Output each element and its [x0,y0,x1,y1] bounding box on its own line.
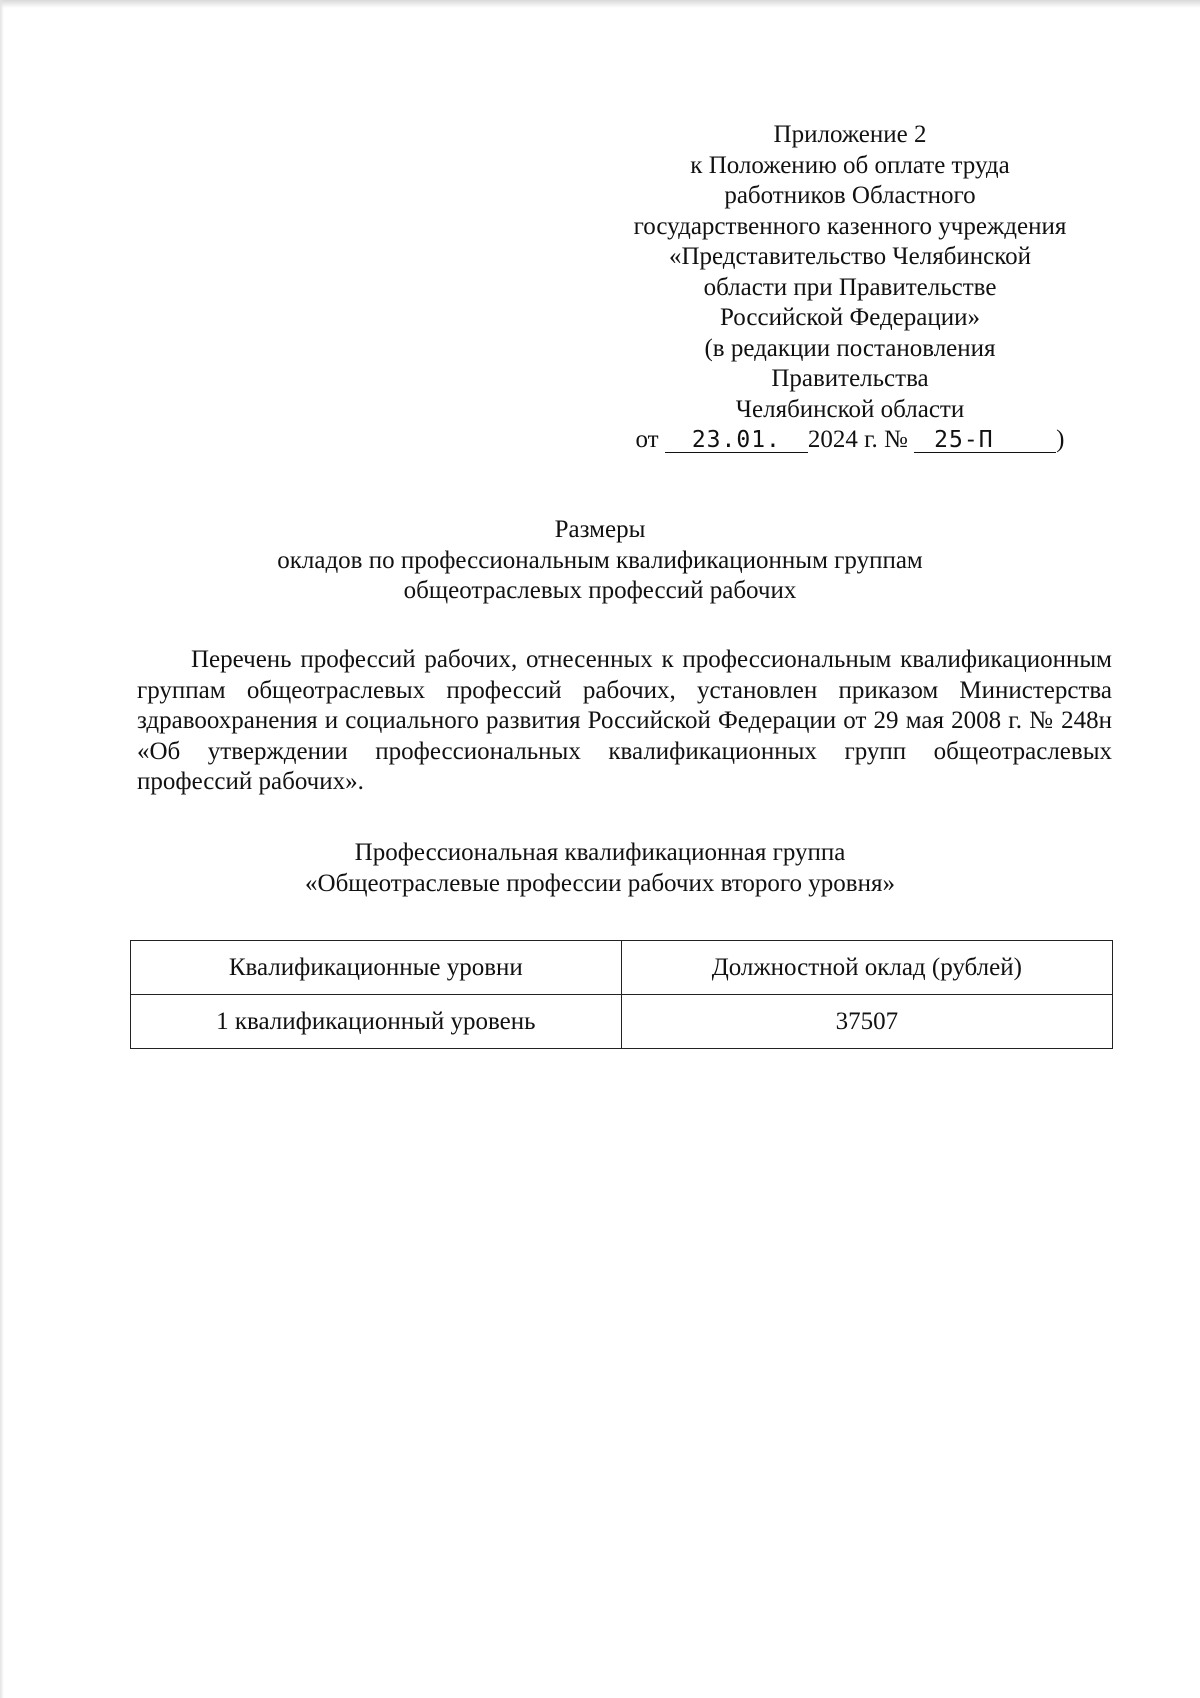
appendix-header [590,120,1110,456]
appendix-line: к Положению об оплате труда [690,151,1010,179]
paragraph-indent [137,646,191,673]
group-heading-line: Профессиональная квалификационная группа [354,839,846,866]
appendix-line: государственного казенного учреждения [633,212,1067,240]
title-line: окладов по профессиональным квалификационным группам [277,546,923,574]
appendix-line: «Представительство Челябинской [668,243,1032,270]
appendix-line: Российской Федерации» [719,304,981,331]
appendix-line: работников Областного [724,182,976,209]
closing-paren: ) [1056,426,1065,453]
appendix-line: Правительства [771,365,929,392]
group-heading [100,838,1100,899]
table-cell-level: 1 квалификационный уровень [131,995,622,1049]
table-row [131,995,1113,1049]
appendix-line: Челябинской области [735,395,965,423]
body-paragraph [137,645,1112,798]
year-text: 2024 г. № [807,426,908,453]
table-header-row [131,941,1113,995]
scan-left-edge [0,0,4,1698]
table-header-cell: Квалификационные уровни [131,941,622,995]
date-prefix: от [635,426,659,453]
resolution-date-field: 23.01. [665,428,808,453]
resolution-number-field: 25-П [914,428,1056,453]
resolution-date-line [590,425,1110,456]
paragraph-text: Перечень профессий рабочих, отнесенных к профессиональным квалификационным группам общеотраслевых профессий рабочих, установлен приказом Министерства здравоохранения и социального развития Российской Федерации от 29 мая 2008 г. № 248н «Об утверждении профессиональных квалификационных групп общеотраслевых профессий рабочих». [137,646,1112,795]
scan-top-edge [0,0,1200,8]
title-line: Размеры [554,516,646,543]
table-cell-salary: 37507 [621,995,1112,1049]
title-line: общеотраслевых профессий рабочих [403,577,797,604]
appendix-line: (в редакции постановления [704,334,996,362]
appendix-line: Приложение 2 [773,121,927,148]
document-title [100,515,1100,607]
salary-table [130,940,1113,1049]
group-heading-line: «Общеотраслевые профессии рабочих второго уровня» [305,869,895,897]
appendix-line: области при Правительстве [703,273,997,301]
table-header-cell: Должностной оклад (рублей) [621,941,1112,995]
